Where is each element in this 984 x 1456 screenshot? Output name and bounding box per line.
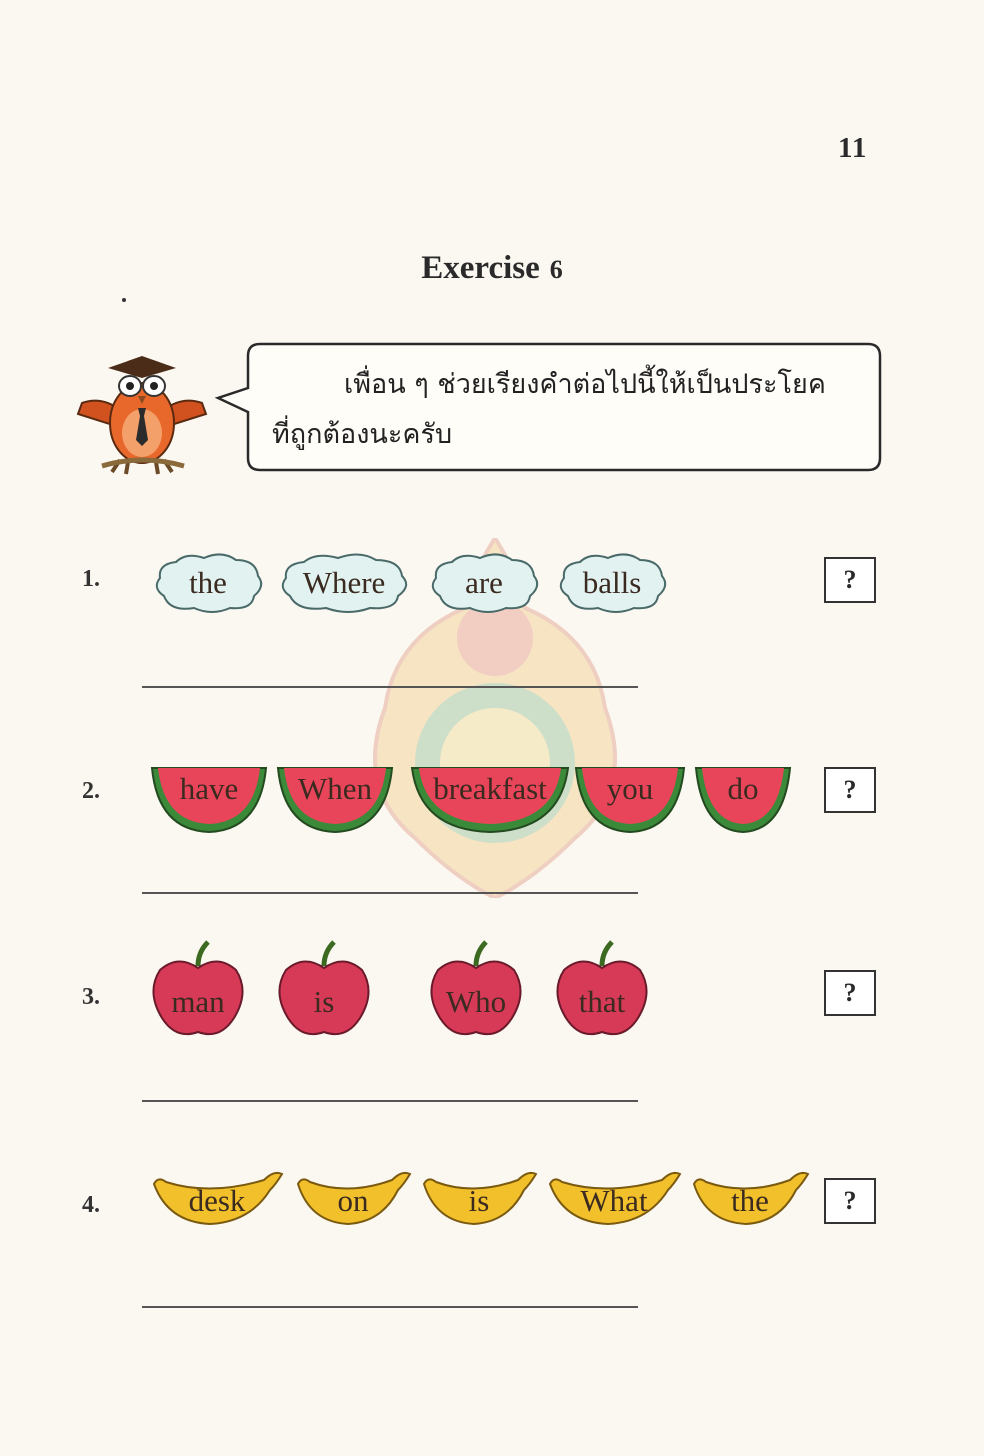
- item-3-number: 3.: [82, 984, 100, 1010]
- word-tile[interactable]: [150, 552, 266, 614]
- answer-check-box[interactable]: ?: [824, 557, 876, 603]
- speech-line-2: ที่ถูกต้องนะครับ: [272, 419, 453, 450]
- word-tile[interactable]: [428, 940, 524, 1040]
- word-text: on: [337, 1183, 369, 1218]
- item-2-number: 2.: [82, 778, 100, 804]
- speech-text: [272, 360, 862, 460]
- exercise-number: 6: [549, 255, 563, 284]
- word-text: are: [465, 565, 503, 600]
- word-text: balls: [582, 565, 642, 600]
- word-text: What: [580, 1183, 648, 1218]
- item-1-number: 1.: [82, 566, 100, 592]
- word-text: is: [313, 984, 335, 1019]
- word-tile[interactable]: [546, 1166, 682, 1228]
- word-tile[interactable]: [150, 1166, 284, 1228]
- word-text: Who: [445, 984, 507, 1019]
- owl-teacher-icon: [72, 348, 212, 478]
- word-tile[interactable]: [276, 940, 372, 1040]
- exercise-title-text: Exercise: [421, 250, 540, 286]
- word-tile[interactable]: [410, 764, 570, 834]
- word-tile[interactable]: [690, 1166, 810, 1228]
- answer-check-box[interactable]: ?: [824, 1178, 876, 1224]
- stray-dot: [122, 298, 126, 302]
- word-text: have: [179, 771, 239, 806]
- word-text: desk: [188, 1183, 246, 1218]
- word-text: breakfast: [433, 771, 547, 806]
- speech-line-1: เพื่อน ๆ ช่วยเรียงคำต่อไปนี้ให้เป็นประโยค: [344, 369, 826, 400]
- word-text: you: [606, 771, 654, 806]
- answer-check-box[interactable]: ?: [824, 767, 876, 813]
- word-tile[interactable]: [420, 1166, 538, 1228]
- answer-line-3[interactable]: [142, 1100, 638, 1102]
- item-4-number: 4.: [82, 1192, 100, 1218]
- word-tile[interactable]: [554, 552, 670, 614]
- exercise-title: [0, 250, 984, 287]
- answer-check-box[interactable]: ?: [824, 970, 876, 1016]
- answer-line-1[interactable]: [142, 686, 638, 688]
- word-text: Where: [302, 565, 386, 600]
- word-tile[interactable]: [554, 940, 650, 1040]
- word-tile[interactable]: [426, 552, 542, 614]
- word-text: the: [189, 565, 227, 600]
- word-tile[interactable]: [574, 764, 686, 834]
- word-text: man: [171, 984, 225, 1019]
- page-number: 11: [838, 132, 868, 164]
- word-text: do: [727, 771, 759, 806]
- word-text: is: [468, 1183, 490, 1218]
- word-text: When: [297, 771, 373, 806]
- word-text: that: [578, 984, 626, 1019]
- word-text: the: [731, 1183, 769, 1218]
- word-tile[interactable]: [150, 764, 268, 834]
- word-tile[interactable]: [294, 1166, 412, 1228]
- answer-line-4[interactable]: [142, 1306, 638, 1308]
- word-tile[interactable]: [276, 764, 394, 834]
- word-tile[interactable]: [694, 764, 792, 834]
- word-tile[interactable]: [276, 552, 412, 614]
- word-tile[interactable]: [150, 940, 246, 1040]
- answer-line-2[interactable]: [142, 892, 638, 894]
